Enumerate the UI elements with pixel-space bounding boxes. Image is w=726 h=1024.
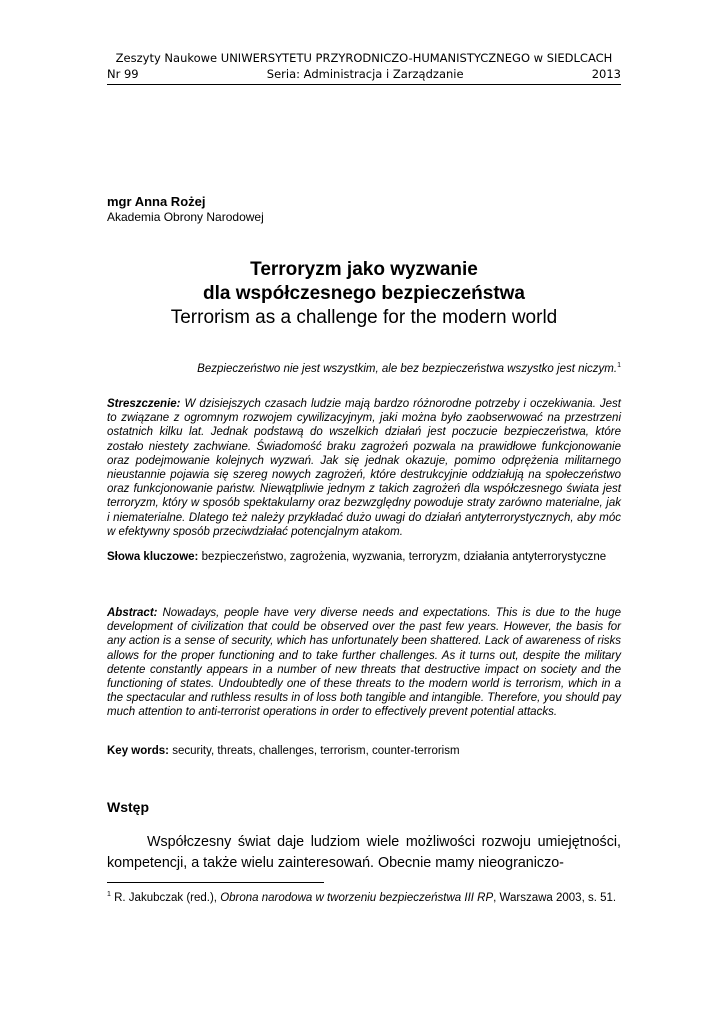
footnote-work-title: Obrona narodowa w tworzeniu bezpieczeństwa III RP bbox=[220, 891, 494, 904]
abstract-english bbox=[107, 606, 621, 720]
author-name: mgr Anna Rożej bbox=[107, 194, 206, 209]
footnote-author: R. Jakubczak (red.), bbox=[110, 891, 221, 904]
publication-year: 2013 bbox=[591, 67, 621, 81]
motto-footnote-ref: 1 bbox=[617, 362, 621, 369]
body-paragraph: Współczesny świat daje ludziom wiele możliwości rozwoju umiejętności, kompetencji, a także wielu zainteresowań. Obecnie mamy nieograniczo- bbox=[107, 834, 621, 871]
footnote-number: 1 bbox=[107, 891, 111, 898]
abstract-polish bbox=[107, 397, 621, 539]
title-block bbox=[107, 258, 621, 330]
series-name: Seria: Administracja i Zarządzanie bbox=[266, 67, 464, 81]
keywords-english-text: security, threats, challenges, terrorism, counter-terrorism bbox=[169, 745, 460, 757]
keywords-english-label: Key words: bbox=[107, 745, 169, 757]
header-info-row bbox=[107, 66, 621, 82]
motto-text: Bezpieczeństwo nie jest wszystkim, ale bez bezpieczeństwa wszystko jest niczym. bbox=[197, 362, 618, 375]
keywords-polish-label: Słowa kluczowe: bbox=[107, 551, 199, 563]
keywords-polish-text: bezpieczeństwo, zagrożenia, wyzwania, terroryzm, działania antyterrorystyczne bbox=[198, 551, 607, 563]
footnote bbox=[107, 887, 621, 906]
title-polish-line-1: Terroryzm jako wyzwanie bbox=[250, 259, 478, 280]
motto bbox=[107, 362, 621, 375]
abstract-english-text: Nowadays, people have very diverse needs and expectations. This is due to the huge development of civilization that could be observed over the past few years. However, the basis for any action is a sense of security, which has unfortunately been shattered. Lack of awareness of risks allows for the proper functioning and to take further challenges. As it turns out, despite the military detente constantly appears in a number of new threats that destructive impact on society and the functioning of states. Undoubtedly one of these threats to the modern world is terrorism, which in a the spectacular and ruthless results in of loss both tangible and intangible. Therefore, you should pay much attention to anti-terrorist operations in order to effectively prevent potential attacks. bbox=[107, 607, 621, 719]
header-rule bbox=[107, 84, 621, 85]
issue-number: Nr 99 bbox=[107, 67, 139, 81]
abstract-polish-text: W dzisiejszych czasach ludzie mają bardzo różnorodne potrzeby i oczekiwania. Jest to związane z ogromnym rozwojem cywilizacyjnym, jaki można było zaobserwować na przestrzeni ostatnich kilku lat. Jednak podstawą do wszelkich działań jest poczucie bezpieczeństwa, które zostało niestety zachwiane. Świadomość braku zagrożeń pozwala na prawidłowe funkcjonowanie oraz podejmowanie kolejnych wyzwań. Jak się jednak okazuje, pomimo odprężenia militarnego nieustannie pojawia się szereg nowych zagrożeń, które destrukcyjnie oddziałują na społeczeństwo oraz funkcjonowanie państw. Niewątpliwie jednym z takich zagrożeń dla współczesnego świata jest terroryzm, który w sposób spektakularny oraz bezwzględny powoduje straty zarówno materialne, jak i niematerialne. Dlatego też należy przykładać dużo uwagi do działań antyterrorystycznych, aby móc w efektywny sposób przeciwdziałać potencjalnym atakom. bbox=[107, 398, 621, 538]
title-polish-line-2: dla współczesnego bezpieczeństwa bbox=[202, 283, 526, 304]
journal-name: Zeszyty Naukowe UNIWERSYTETU PRZYRODNICZO-HUMANISTYCZNEGO w SIEDLCACH bbox=[115, 51, 613, 65]
footnote-rest: , Warszawa 2003, s. 51. bbox=[493, 891, 617, 904]
keywords-polish bbox=[107, 550, 621, 564]
section-heading: Wstęp bbox=[107, 799, 149, 815]
author-affiliation: Akademia Obrony Narodowej bbox=[107, 210, 264, 224]
footnote-rule bbox=[107, 882, 324, 883]
abstract-english-label: Abstract: bbox=[107, 607, 158, 619]
title-english: Terrorism as a challenge for the modern world bbox=[170, 307, 558, 328]
keywords-english bbox=[107, 744, 621, 758]
abstract-polish-label: Streszczenie: bbox=[107, 398, 181, 410]
running-header bbox=[107, 50, 621, 82]
